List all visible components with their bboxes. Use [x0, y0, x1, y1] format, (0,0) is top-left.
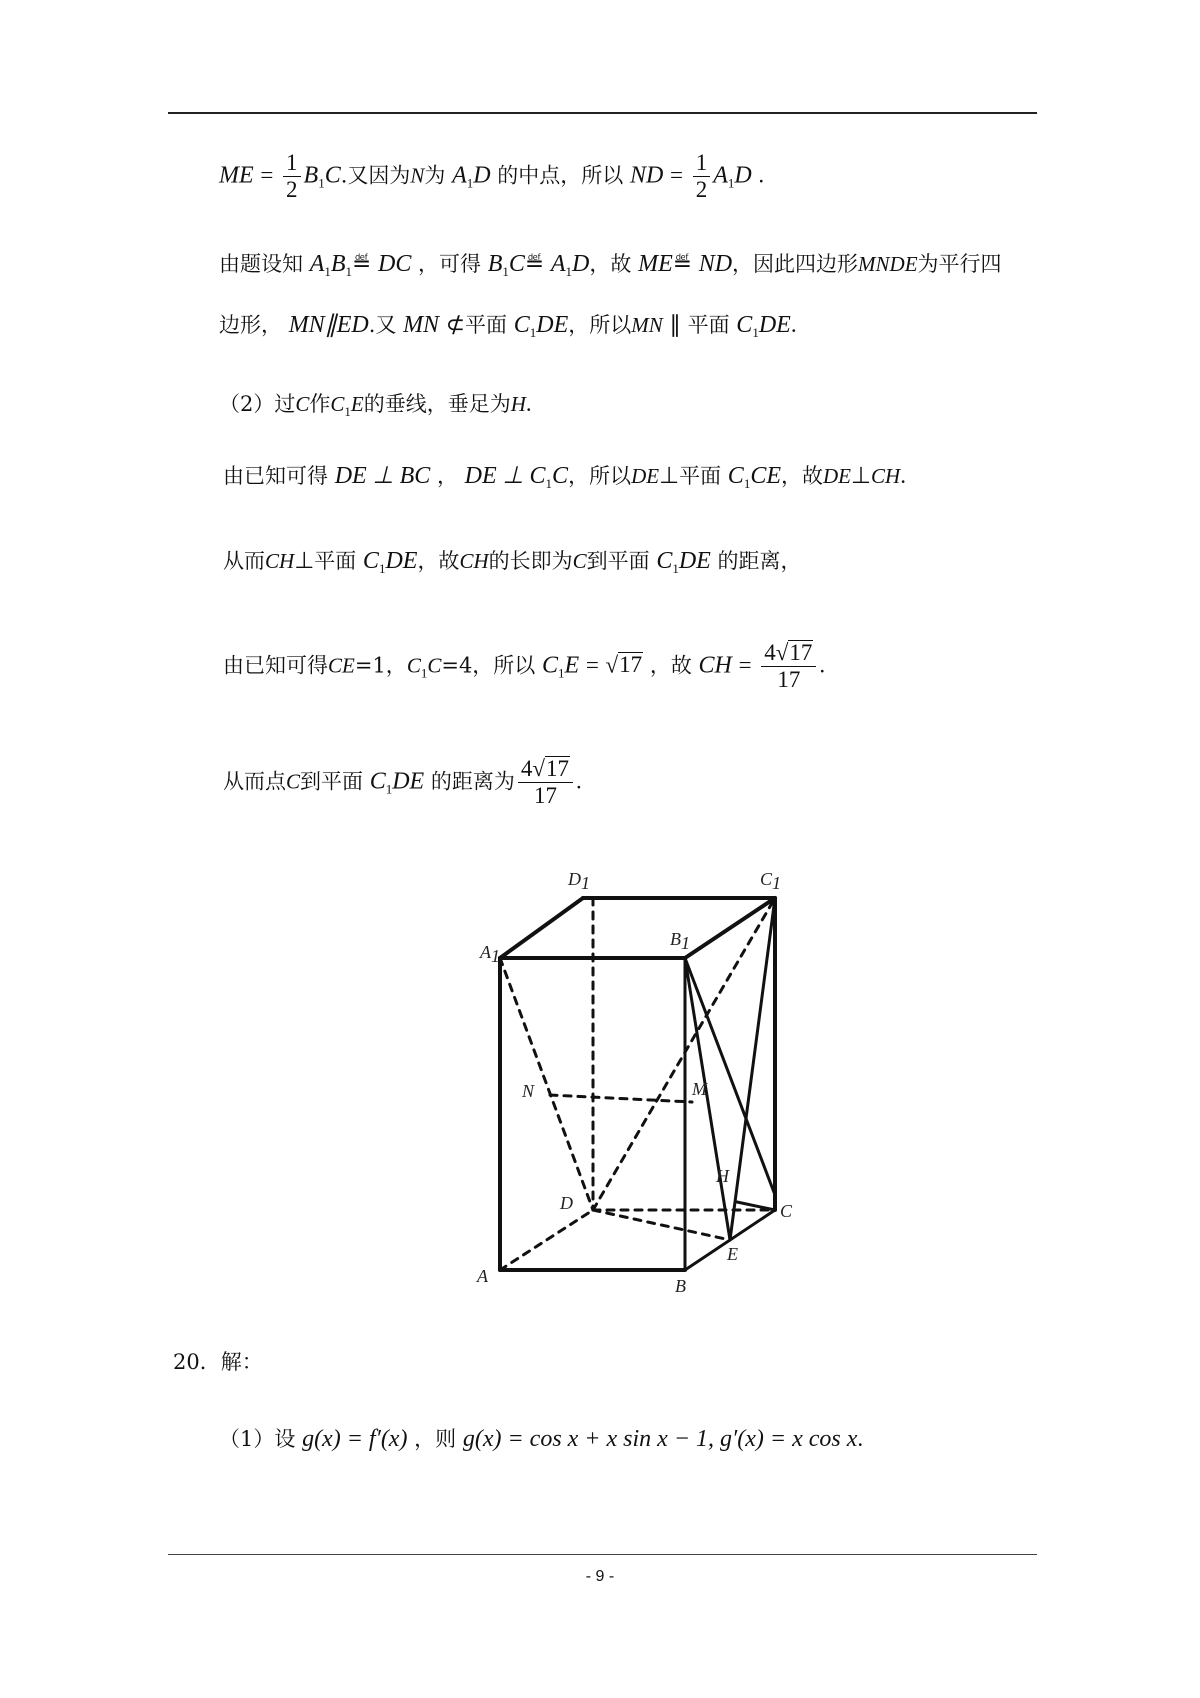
text: .又: [368, 313, 397, 337]
fraction-4sqrt17-over-17: [761, 640, 816, 694]
period: .: [576, 768, 582, 794]
var-C: C: [508, 251, 525, 277]
label-C1: C1: [760, 869, 782, 893]
fraction-one-half: [283, 150, 301, 204]
subscript: 1: [743, 476, 751, 491]
var-C: C: [295, 392, 310, 416]
text: 的距离为: [430, 769, 515, 794]
subscript: 1: [672, 561, 679, 576]
segment-D-E: [593, 1210, 730, 1240]
text: 平面: [687, 313, 730, 337]
subscript: 1: [324, 264, 331, 279]
label-C: C: [780, 1201, 793, 1221]
expr-DE-perp-BC: DE ⊥ BC: [334, 463, 431, 489]
text: 作: [309, 392, 331, 416]
sqrt-symbol: √: [532, 756, 546, 781]
text: 到平面: [586, 549, 650, 573]
text: 边形，: [219, 313, 282, 337]
sqrt-radicand: 17: [789, 640, 813, 665]
coef: 4: [764, 640, 776, 665]
sqrt-radicand: 17: [546, 756, 570, 781]
text: 由题设知: [219, 252, 303, 276]
parallel-equal-symbol: ≝: [352, 251, 372, 276]
period: .: [857, 1426, 864, 1451]
edge-B1-C1: [685, 898, 775, 958]
expr-g-definition: g(x) = cos x + x sin x − 1, g′(x) = x cos x: [462, 1426, 858, 1452]
label-A1: A1: [480, 942, 500, 966]
subscript: 1: [420, 665, 428, 681]
var-B: B: [303, 162, 319, 189]
var-CE: CE: [328, 653, 355, 678]
var-DE: DE: [385, 548, 418, 574]
page-number: - 9 -: [585, 1568, 615, 1585]
segment-C-H: [737, 1202, 775, 1210]
var-C: C: [513, 312, 530, 338]
period: .: [900, 463, 906, 488]
coef: 4: [520, 756, 533, 781]
var-C: C: [736, 312, 753, 338]
period: .: [790, 312, 797, 337]
var-CH: CH: [698, 652, 732, 679]
frac-den: 2: [695, 177, 708, 203]
text: （2）过: [219, 392, 296, 416]
fraction-one-half: [693, 150, 711, 204]
label-D: D: [560, 1193, 573, 1213]
edge-A-D: [500, 1210, 593, 1270]
text-line-7: [223, 640, 825, 694]
var-A: A: [713, 162, 728, 189]
text-line-3: [219, 313, 797, 339]
var-DE: DE: [392, 768, 425, 795]
var-E: E: [564, 652, 580, 679]
var-CH: CH: [265, 549, 295, 573]
perp-symbol: ⊥: [294, 548, 315, 573]
text: 平面: [465, 313, 508, 337]
text-line-10: [219, 1427, 863, 1451]
var-C: C: [727, 463, 744, 489]
period: .: [819, 652, 826, 678]
subscript: 1: [752, 325, 759, 340]
fraction-4sqrt17-over-17: [518, 756, 573, 810]
var-C: C: [656, 548, 673, 574]
var-H: H: [510, 392, 526, 416]
text: 的距离，: [717, 549, 802, 573]
var-C: C: [369, 768, 386, 795]
text: ，因此四边形: [732, 252, 859, 276]
text: .又因为: [340, 163, 411, 188]
var-C: C: [406, 653, 421, 678]
expr-MN-parallel-ED: MN∥ED: [288, 312, 369, 338]
text-line-8: [223, 756, 582, 810]
text: 由已知可得: [223, 653, 328, 678]
var-B: B: [487, 251, 503, 277]
text: ，故: [589, 252, 632, 276]
var-C: C: [286, 769, 301, 794]
subscript: 1: [558, 665, 565, 681]
var-CH: CH: [459, 549, 489, 573]
label-E: E: [727, 1244, 738, 1264]
var-C: C: [552, 463, 569, 489]
text: 的中点，所以: [497, 163, 624, 188]
label-A: A: [477, 1266, 488, 1286]
parallel-symbol: ∥: [669, 312, 681, 337]
text: 从而点: [223, 769, 286, 794]
perp-symbol: ⊥: [850, 463, 872, 488]
sqrt-symbol: √: [775, 640, 789, 665]
equals: =: [260, 162, 274, 188]
text: 到平面: [300, 769, 364, 794]
text: ，故: [417, 549, 460, 573]
text: 的垂线，垂足为: [363, 392, 511, 416]
subscript: 1: [727, 175, 735, 191]
var-C: C: [572, 549, 587, 573]
problem-heading: 20．解：: [173, 1350, 263, 1374]
period: .: [525, 391, 532, 416]
var-DE: DE: [758, 312, 791, 338]
var-ME: ME: [219, 162, 254, 189]
text: 平面: [679, 464, 722, 488]
var-DE: DE: [822, 464, 851, 488]
subscript: 1: [529, 325, 537, 340]
var-DE: DE: [536, 312, 569, 338]
var-C: C: [362, 548, 379, 574]
var-D: D: [572, 251, 590, 277]
perp-symbol: ⊥: [659, 463, 680, 488]
parallel-equal-symbol: ≝: [672, 251, 693, 276]
var-MN: MN: [631, 313, 663, 337]
header-rule: [168, 112, 1037, 114]
cuboid-figure: [460, 855, 800, 1295]
subscript: 1: [502, 264, 509, 279]
text: 为平行四: [917, 252, 1002, 276]
segment-N-M: [550, 1095, 692, 1102]
var-C: C: [542, 652, 559, 679]
subscript: 1: [545, 476, 553, 491]
text-line-1: [219, 150, 764, 204]
expr-g-equals-fprime: g(x) = f′(x): [302, 1426, 408, 1452]
var-C: C: [330, 392, 345, 416]
text-line-9: [173, 1352, 263, 1373]
subscript: 1: [466, 175, 474, 191]
var-CH: CH: [871, 464, 901, 488]
segment-B1-E: [685, 958, 730, 1240]
text: =1，: [354, 653, 407, 678]
var-DE: DE: [678, 548, 711, 574]
segment-A1-D: [500, 958, 593, 1210]
text: ，所以: [568, 464, 632, 488]
var-DC: DC: [378, 251, 412, 277]
var-MN: MN: [403, 312, 440, 338]
parallel-equal-symbol: ≝: [524, 251, 545, 276]
frac-num: [761, 640, 816, 667]
equals: =: [670, 162, 683, 188]
text: （1）设: [219, 1427, 296, 1451]
var-DE: DE: [631, 464, 660, 488]
text: 的长即为: [488, 549, 573, 573]
period: .: [758, 162, 765, 188]
text: ，则: [414, 1427, 457, 1451]
frac-den: 2: [286, 177, 298, 203]
equals: =: [738, 652, 752, 678]
equals: =: [585, 652, 599, 678]
var-N: N: [410, 163, 425, 188]
text: =4，所以: [441, 653, 536, 678]
var-C: C: [324, 162, 341, 189]
var-ND: ND: [629, 162, 664, 189]
text-line-2: [219, 252, 1002, 278]
text: ，故: [780, 464, 823, 488]
text: 从而: [223, 549, 265, 573]
var-E: E: [350, 392, 364, 416]
text: ，: [436, 464, 458, 488]
label-B: B: [675, 1276, 686, 1295]
var-D: D: [473, 162, 491, 189]
label-H: H: [716, 1166, 729, 1186]
frac-den: 17: [777, 667, 801, 693]
text: 由已知可得: [223, 464, 328, 488]
segment-C1-E: [730, 898, 775, 1240]
var-CE: CE: [750, 463, 781, 489]
var-A: A: [309, 251, 325, 277]
var-B: B: [330, 251, 346, 277]
frac-num: 1: [693, 150, 711, 177]
subscript: 1: [345, 264, 353, 279]
var-A: A: [550, 251, 566, 277]
text-line-5: [223, 464, 906, 490]
sqrt-radicand: 17: [619, 652, 643, 678]
var-C: C: [427, 653, 442, 678]
var-ND: ND: [698, 251, 733, 277]
frac-num: 1: [283, 150, 301, 177]
label-N: N: [522, 1081, 535, 1101]
text: 为: [424, 163, 446, 188]
subscript: 1: [378, 561, 386, 576]
footer-rule: [168, 1554, 1037, 1555]
text: ，故: [649, 653, 692, 678]
var-D: D: [734, 162, 752, 189]
text-line-6: [223, 549, 802, 575]
text: 平面: [314, 549, 357, 573]
subscript: 1: [318, 175, 325, 191]
not-subset-symbol: ⊄: [445, 312, 466, 337]
sqrt-symbol: √: [605, 652, 619, 678]
cuboid-diagram: [460, 855, 800, 1295]
var-MNDE: MNDE: [858, 252, 918, 276]
edge-A1-D1: [500, 898, 583, 958]
subscript: 1: [565, 264, 573, 279]
subscript: 1: [344, 404, 351, 419]
expr-DE-perp-C: DE ⊥ C: [464, 463, 546, 489]
text: ，可得: [418, 252, 482, 276]
var-ME: ME: [638, 251, 673, 277]
frac-den: 17: [533, 783, 557, 809]
subscript: 1: [385, 781, 393, 797]
text-line-4: [219, 392, 532, 418]
label-M: M: [692, 1079, 707, 1099]
label-B1: B1: [670, 929, 690, 953]
var-A: A: [452, 162, 467, 189]
frac-num: [518, 756, 573, 783]
label-D1: D1: [568, 869, 590, 893]
text: ，所以: [568, 313, 632, 337]
